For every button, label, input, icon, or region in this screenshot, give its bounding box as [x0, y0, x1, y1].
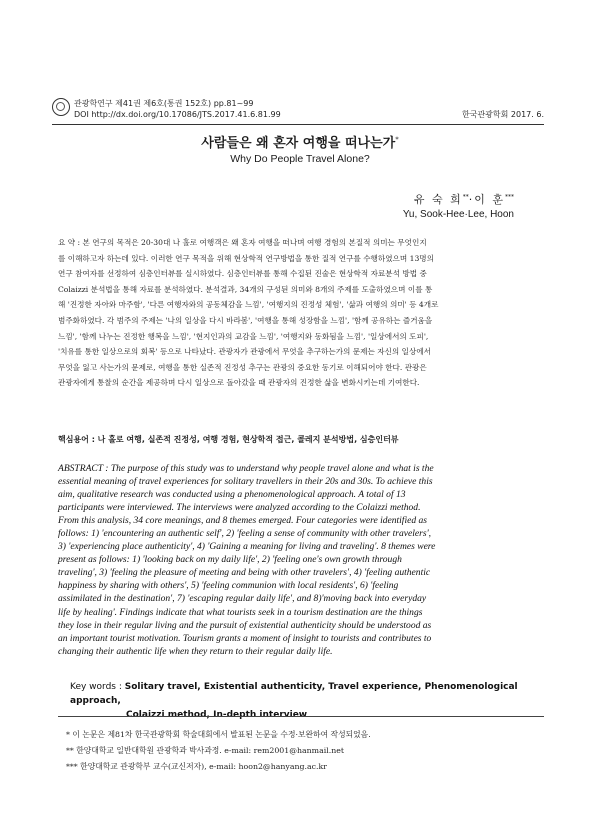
abstract-en-text: The purpose of this study was to understand why people travel alone and what is the — [110, 463, 434, 474]
footnotes — [66, 727, 546, 775]
keywords-label: Key words : — [70, 682, 122, 692]
abstract-en-line: assimilated in the destination', 7) 'escaping regular daily life', and 8)'moving back into everyday — [58, 593, 427, 605]
authors-english: Yu, Sook-Hee·Lee, Hoon — [402, 209, 514, 220]
abstract-en-line: 3) 'experiencing place authenticity', 4) 'Gaining a meaning for living and traveling'. 8 themes were — [58, 541, 436, 553]
abstract-ko-line: 해 '진정한 자아와 마주함', '다른 여행자와의 공동체감을 느낌', '여행지의 진정성 체험', '삶과 여행의 의미' 등 4개로 — [58, 300, 439, 310]
title-english: Why Do People Travel Alone? — [230, 153, 370, 165]
doi-link[interactable]: DOI http://dx.doi.org/10.17086/JTS.2017.41.6.81.99 — [74, 110, 281, 119]
society-date: 한국관광학회 2017. 6. — [462, 110, 544, 119]
author-separator: · — [468, 193, 475, 206]
abstract-ko-line: Colaizzi 분석법을 통해 자료를 분석하였다. 분석결과, 34개의 구성된 의미와 8개의 주제를 도출하였으며 이를 통 — [58, 284, 433, 294]
abstract-en-line: changing their authentic life when they return to their regular daily life. — [58, 645, 333, 657]
abstract-korean — [58, 235, 544, 391]
abstract-ko-line: 범주화하였다. 각 범주의 주제는 '나의 일상을 다시 바라봄', '여행을 통해 성장함을 느낌', '함께 공유하는 즐거움을 — [58, 315, 433, 325]
abstract-label: ABSTRACT : — [58, 463, 109, 474]
abstract-en-line: follows: 1) 'encountering an authentic self', 2) 'feeling a sense of community with other travelers', — [58, 528, 432, 540]
footnote-3: *** 한양대학교 관광학부 교수(교신저자), e-mail: hoon2@hanyang.ac.kr — [66, 762, 327, 771]
abstract-en-line: participants were interviewed. The interviews were analyzed according to the Colaizzi method. — [58, 502, 421, 514]
keywords-line-2: Colaizzi method, In-depth interview — [126, 710, 308, 720]
journal-logo-icon — [52, 98, 70, 116]
title-footnote-mark: * — [395, 135, 399, 144]
abstract-en-line: an important tourist motivation. Tourism grants a moment of insight to tourists and contributes to — [58, 632, 432, 644]
abstract-ko-line: 관광자에게 통찰의 순간을 제공하며 다시 일상으로 돌아갔을 때 관광자의 진정한 삶을 변화시키는데 기여한다. — [58, 378, 420, 388]
abstract-en-line: aim, qualitative research was conducted using a phenomenological approach. A total of 13 — [58, 489, 406, 501]
abstract-en-line: happiness by sharing with others', 5) 'feeling communion with local residents', 6) 'feeling — [58, 580, 399, 592]
author-2-mark: *** — [505, 193, 514, 201]
abstract-en-line: life by healing'. Findings indicate that what tourists seek in a tourism destination are the things — [58, 606, 423, 618]
abstract-en-line: essential meaning of travel experiences for solitary travellers in their 20s and 30s. To achieve this — [58, 476, 433, 488]
abstract-ko-line: 요 약 : 본 연구의 목적은 20-30대 나 홀로 여행객은 왜 혼자 여행을 떠나며 여행 경험의 본질적 의미는 무엇인지 — [58, 238, 427, 247]
footnote-1: * 이 논문은 제81차 한국관광학회 학술대회에서 발표된 논문을 수정·보완하여 작성되었음. — [66, 730, 371, 739]
header-divider — [52, 124, 544, 125]
abstract-english — [58, 462, 544, 658]
abstract-en-line: present as follows: 1) 'looking back on my daily life', 2) 'feeling one's own growth through — [58, 554, 402, 566]
abstract-ko-line: 무엇을 잃고 사는가의 문제로, 여행을 통한 실존적 진정성 추구는 관광의 중요한 동기로 이해되어야 한다. 관광은 — [58, 362, 427, 372]
title-korean-text: 사람들은 왜 혼자 여행을 떠나는가 — [201, 136, 396, 151]
keywords-line-1: Solitary travel, Existential authenticity, Travel experience, Phenomenological approach, — [70, 682, 518, 706]
journal-header — [74, 98, 544, 120]
abstract-ko-line: 느낌', '함께 나누는 진정한 행복을 느낌', '현지인과의 교감을 느낌', '여행지와 동화됨을 느낌', '일상에서의 도피', — [58, 331, 429, 341]
title-korean — [0, 132, 600, 151]
abstract-ko-line: 연구 참여자를 선정하여 심층인터뷰를 실시하였다. 심층인터뷰를 통해 수집된 진술은 현상학적 자료분석 방법 중 — [58, 269, 427, 279]
abstract-en-line: traveling', 3) 'feeling the pleasure of meeting and being with other travelers', 4) 'feeling authentic — [58, 567, 431, 579]
keywords-korean: 핵심용어 : 나 홀로 여행, 실존적 진정성, 여행 경험, 현상학적 접근, 콜레지 분석방법, 심층인터뷰 — [58, 435, 399, 444]
footnote-2: ** 한양대학교 일반대학원 관광학과 박사과정. e-mail: rem2001@hanmail.net — [66, 746, 344, 755]
abstract-en-line — [58, 462, 544, 475]
abstract-ko-line: '치유를 통한 일상으로의 회복' 등으로 나타났다. 관광자가 관광에서 무엇을 추구하는가의 문제는 자신의 일상에서 — [58, 347, 431, 357]
author-2-ko: 이 훈 — [474, 193, 505, 206]
abstract-en-line: they lose in their regular living and the pursuit of existential authenticity should be understood as — [58, 619, 432, 631]
abstract-en-line: From this analysis, 34 core meanings, and 8 themes emerged. Four categories were identified as — [58, 515, 427, 527]
abstract-ko-line: 를 이해하고자 하는데 있다. 이러한 연구 목적을 위해 현상학적 연구방법을 통한 질적 연구를 수행하였으며 13명의 — [58, 253, 434, 263]
journal-citation: 관광학연구 제41권 제6호(통권 152호) pp.81~99 — [74, 99, 254, 108]
authors-korean — [414, 191, 514, 207]
footnote-divider — [58, 716, 544, 717]
author-1-mark: ** — [462, 193, 469, 201]
author-1-ko: 유 숙 희 — [413, 193, 463, 206]
doi-row — [74, 109, 544, 120]
